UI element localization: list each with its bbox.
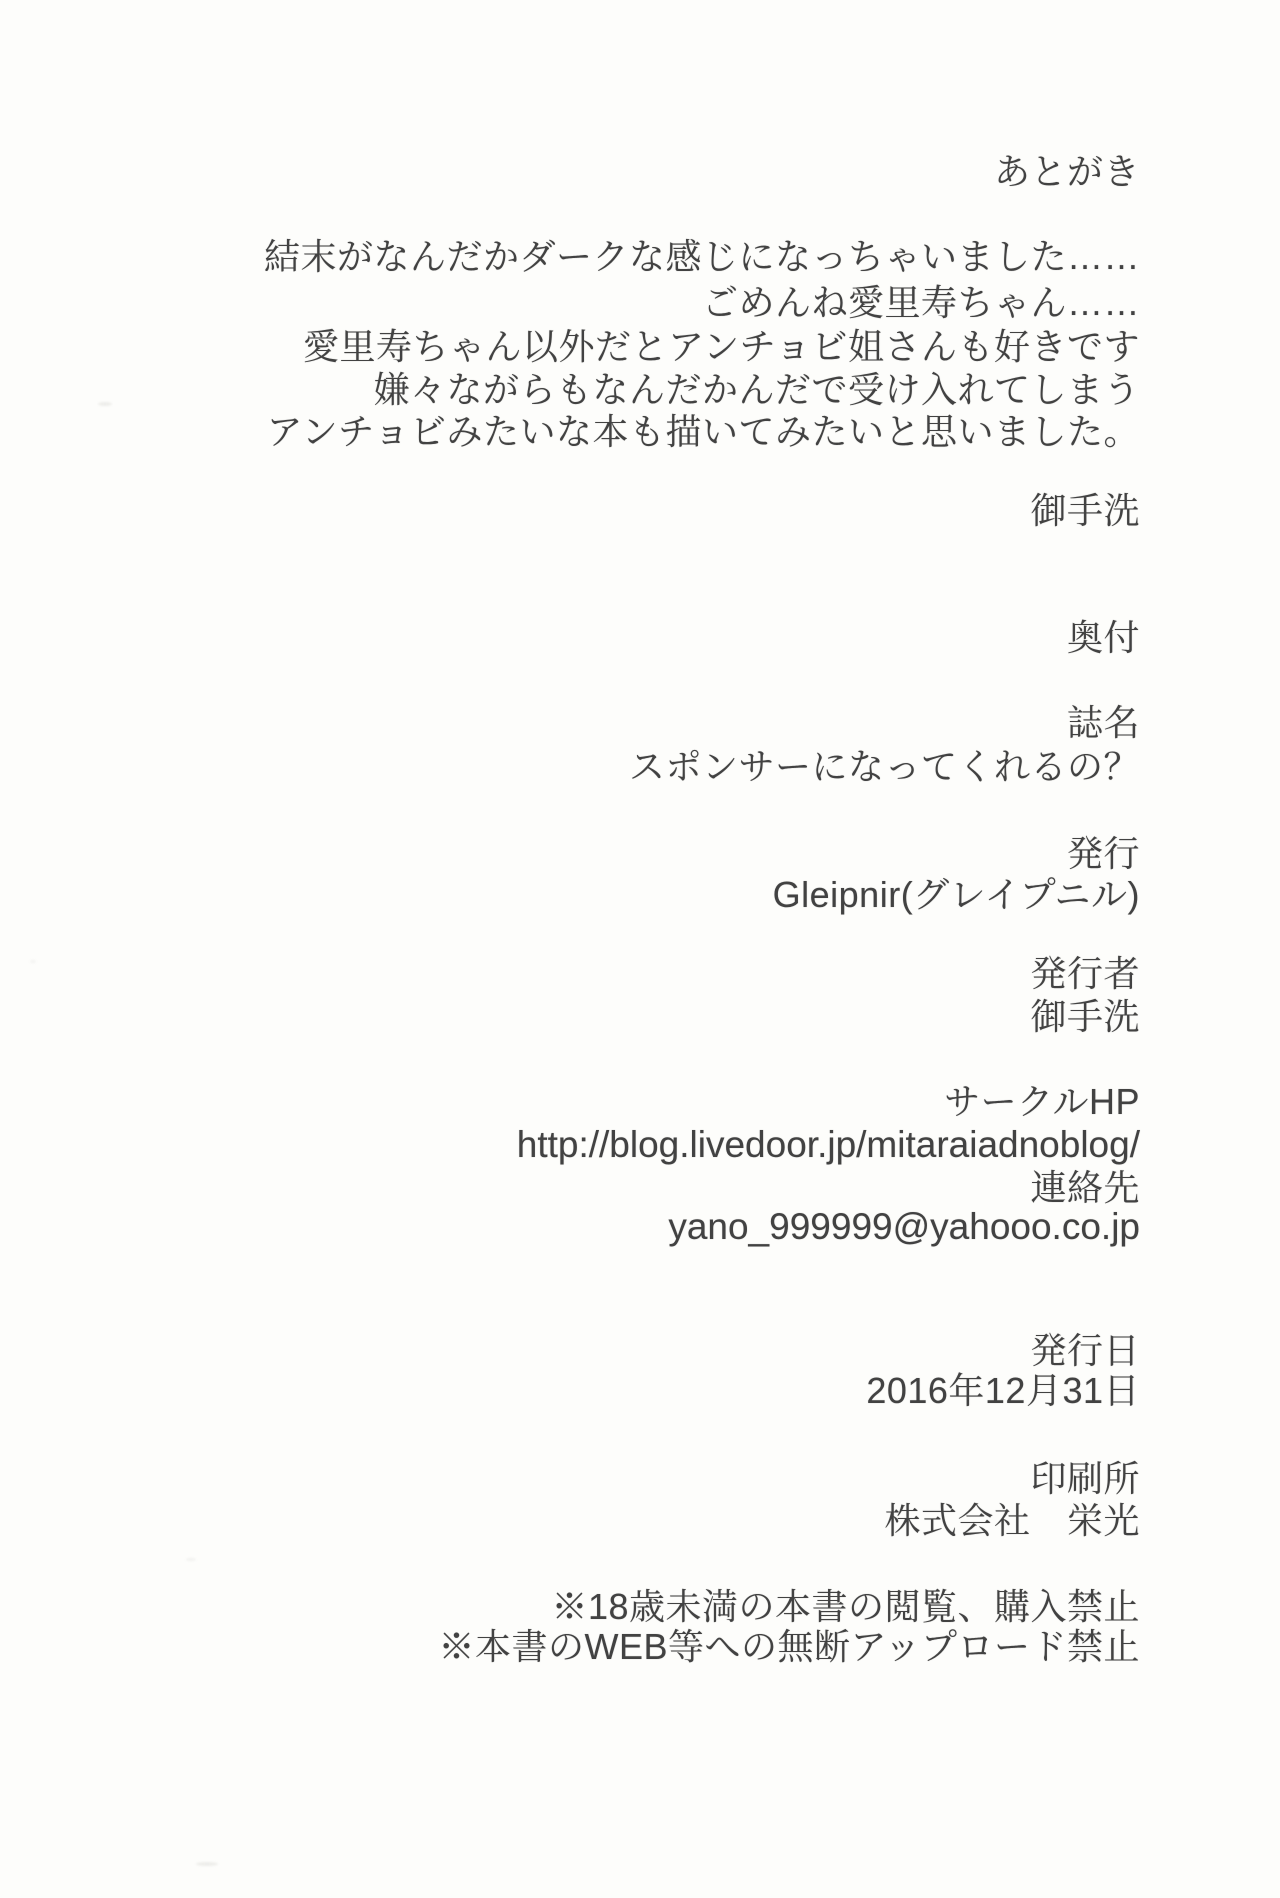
afterword-line: ごめんね愛里寿ちゃん…… bbox=[701, 282, 1140, 323]
publisher-name: Gleipnir(グレイプニル) bbox=[772, 874, 1140, 915]
publisher-label: 発行 bbox=[1066, 833, 1140, 874]
age-restriction-notice: ※18歳未満の本書の閲覧、購入禁止 bbox=[551, 1586, 1140, 1627]
circle-hp-url: http://blog.livedoor.jp/mitaraiadnoblog/ bbox=[516, 1124, 1140, 1165]
contact-email: yano_999999@yahooo.co.jp bbox=[668, 1206, 1140, 1247]
afterword-line: 愛里寿ちゃん以外だとアンチョビ姐さんも好きです bbox=[303, 326, 1140, 367]
upload-prohibition-notice: ※本書のWEB等への無断アップロード禁止 bbox=[438, 1626, 1140, 1667]
pub-date: 2016年12月31日 bbox=[866, 1370, 1140, 1411]
contact-label: 連絡先 bbox=[1030, 1167, 1140, 1208]
colophon-title: 奥付 bbox=[1066, 617, 1140, 658]
pub-date-label: 発行日 bbox=[1030, 1330, 1140, 1371]
scan-speck bbox=[196, 1862, 218, 1866]
scan-speck bbox=[186, 1558, 196, 1561]
printer-name: 株式会社 栄光 bbox=[884, 1500, 1140, 1541]
circle-hp-label: サークルHP bbox=[944, 1081, 1140, 1122]
scan-speck bbox=[98, 402, 112, 406]
book-title: スポンサーになってくれるの？ bbox=[628, 746, 1140, 787]
issuer-label: 発行者 bbox=[1030, 953, 1140, 994]
printer-label: 印刷所 bbox=[1030, 1458, 1140, 1499]
afterword-line: 結末がなんだかダークな感じになっちゃいました…… bbox=[263, 236, 1140, 277]
afterword-line: 嫌々ながらもなんだかんだで受け入れてしまう bbox=[373, 369, 1140, 410]
afterword-line: アンチョビみたいな本も描いてみたいと思いました。 bbox=[266, 411, 1140, 452]
afterword-title: あとがき bbox=[993, 151, 1140, 192]
book-title-label: 誌名 bbox=[1066, 702, 1140, 743]
afterword-signature: 御手洗 bbox=[1030, 490, 1140, 531]
issuer-name: 御手洗 bbox=[1030, 996, 1140, 1037]
scan-speck bbox=[30, 960, 36, 963]
